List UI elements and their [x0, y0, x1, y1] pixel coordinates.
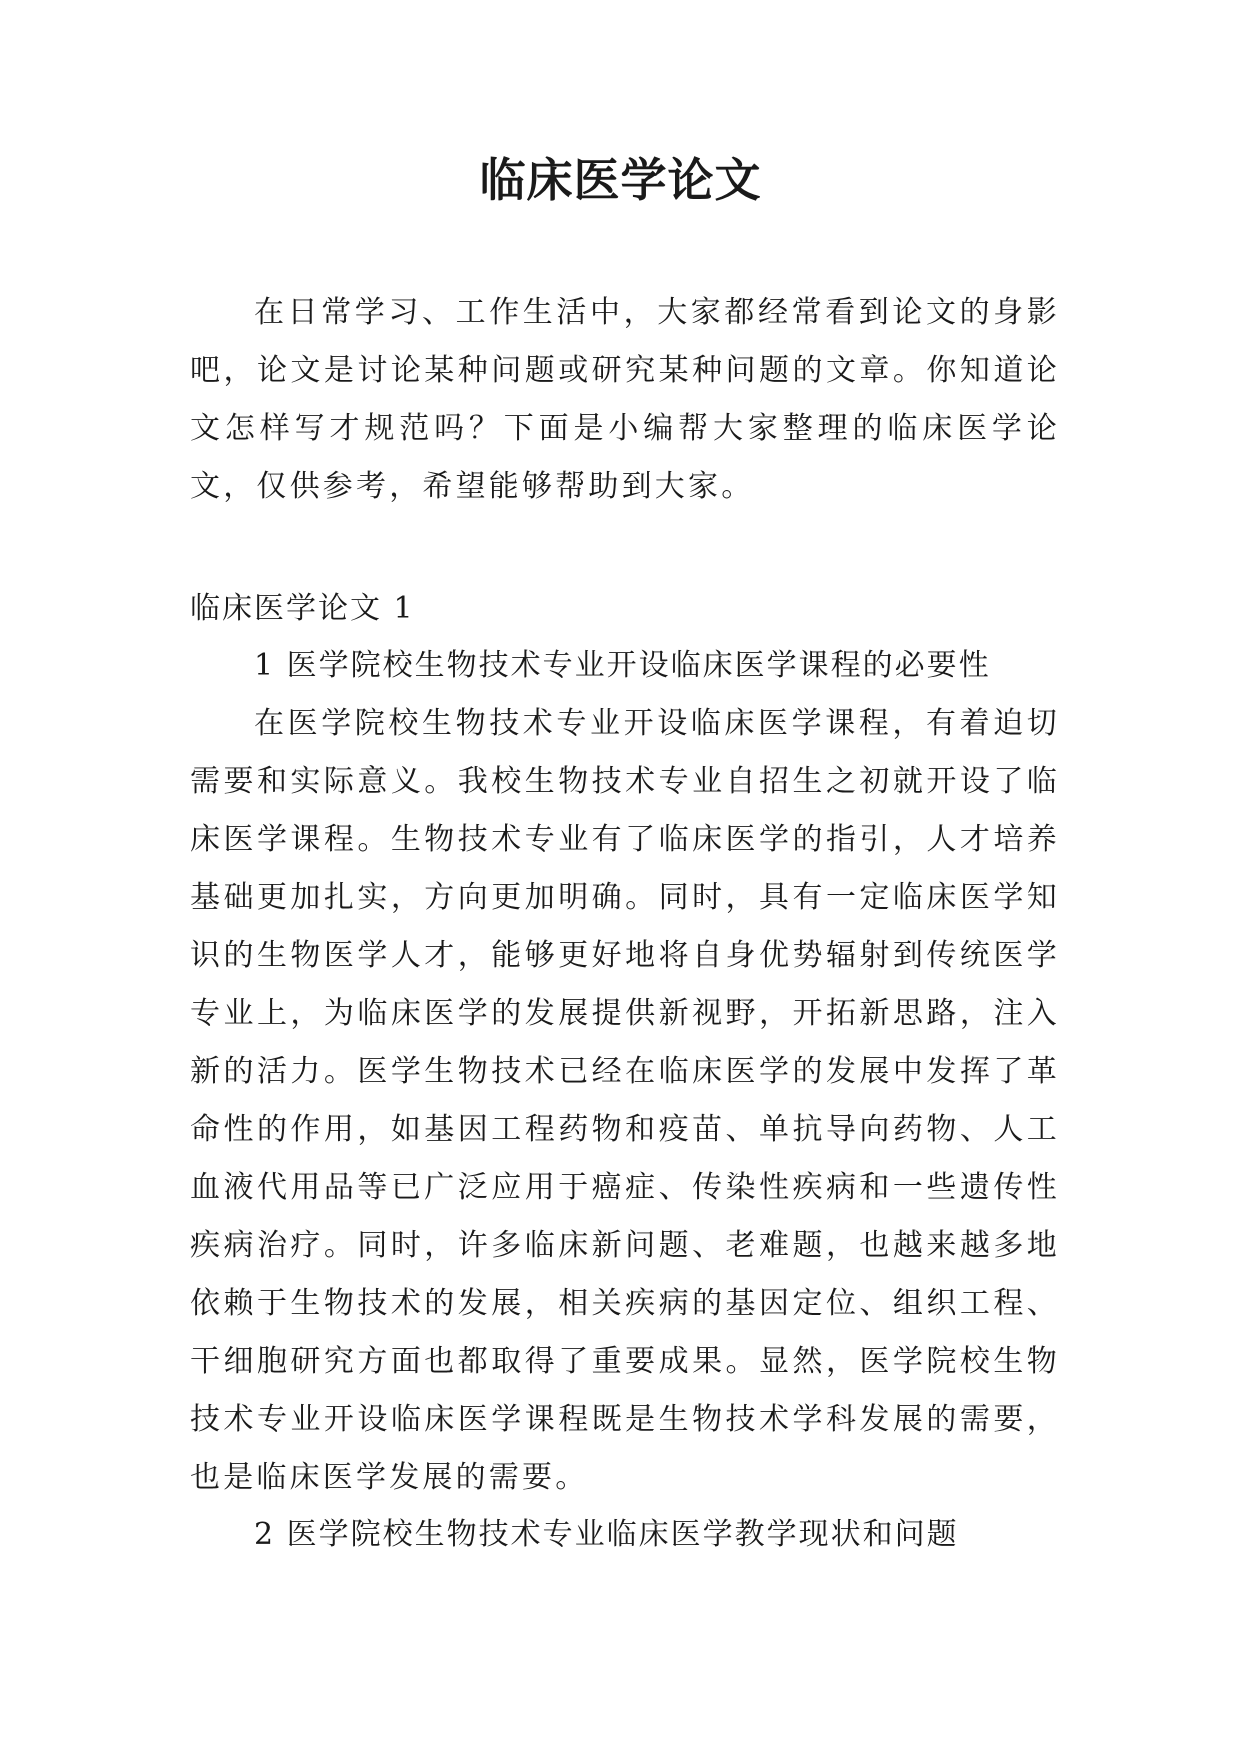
section-heading-1: 1 医学院校生物技术专业开设临床医学课程的必要性	[254, 648, 991, 683]
document-title: 临床医学论文	[479, 153, 762, 207]
body-paragraph-1: 在医学院校生物技术专业开设临床医学课程，有着迫切需要和实际意义。我校生物技术专业自招生之初就开设了临床医学课程。生物技术专业有了临床医学的指引，人才培养基础更加扎实，方向更加明确。同时，具有一定临床医学知识的生物医学人才，能够更好地将自身优势辐射到传统医学专业上，为临床医学的发展提供新视野，开拓新思路，注入新的活力。医学生物技术已经在临床医学的发展中发挥了革命性的作用，如基因工程药物和疫苗、单抗导向药物、人工血液代用品等已广泛应用于癌症、传染性疾病和一些遗传性疾病治疗。同时，许多临床新问题、老难题，也越来越多地依赖于生物技术的发展，相关疾病的基因定位、组织工程、干细胞研究方面也都取得了重要成果。显然，医学院校生物技术专业开设临床医学课程既是生物技术学科发展的需要，也是临床医学发展的需要。	[190, 706, 1060, 1495]
intro-paragraph: 在日常学习、工作生活中，大家都经常看到论文的身影吧，论文是讨论某种问题或研究某种问题的文章。你知道论文怎样写才规范吗？下面是小编帮大家整理的临床医学论文，仅供参考，希望能够帮助到大家。	[190, 295, 1060, 504]
section-heading-2: 2 医学院校生物技术专业临床医学教学现状和问题	[254, 1517, 959, 1552]
section-label: 临床医学论文 1	[190, 591, 415, 626]
